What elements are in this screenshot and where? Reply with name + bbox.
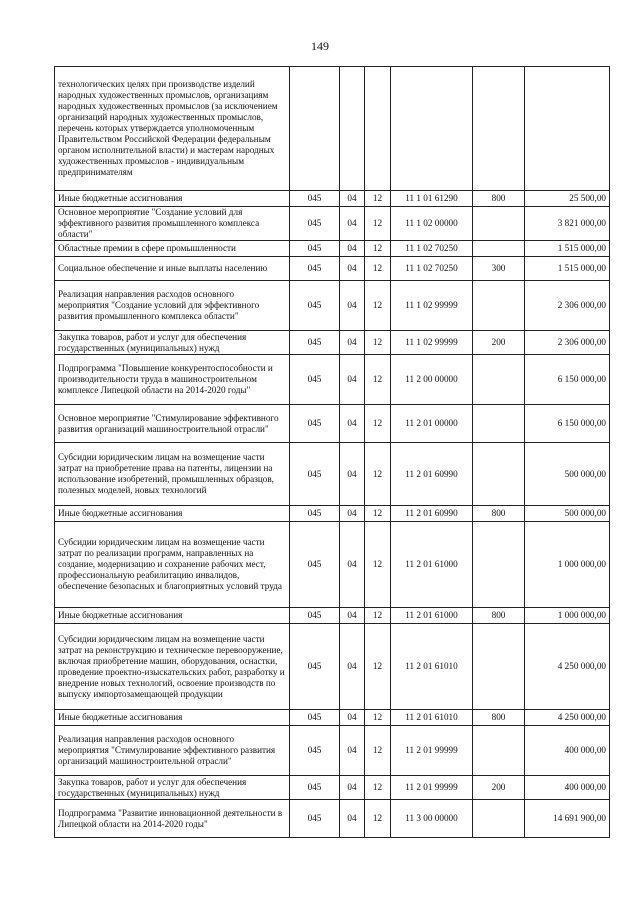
- amount-cell: [525, 67, 610, 191]
- expense-type-cell: [473, 624, 525, 710]
- subsection-code-cell: 12: [365, 800, 391, 838]
- target-article-cell: 11 2 01 61010: [391, 624, 473, 710]
- table-row: [55, 405, 610, 443]
- department-code-cell: 045: [290, 776, 340, 800]
- subsection-code-cell: 12: [365, 257, 391, 281]
- table-row: [55, 281, 610, 331]
- item-name-cell: Субсидии юридическим лицам на возмещение части затрат на приобретение права на патенты, лицензии на использование изобретений, промышленных образцов, полезных моделей, новых технологий: [55, 443, 290, 506]
- table-row: [55, 257, 610, 281]
- expense-type-cell: 800: [473, 608, 525, 624]
- amount-cell: 6 150 000,00: [525, 405, 610, 443]
- item-name-cell: Основное мероприятие "Стимулирование эффективного развития организаций машиностроительной отрасли": [55, 405, 290, 443]
- department-code-cell: 045: [290, 191, 340, 207]
- amount-cell: 1 000 000,00: [525, 608, 610, 624]
- section-code-cell: 04: [340, 800, 365, 838]
- subsection-code-cell: 12: [365, 241, 391, 257]
- expense-type-cell: 800: [473, 506, 525, 522]
- table-row: [55, 800, 610, 838]
- subsection-code-cell: 12: [365, 405, 391, 443]
- target-article-cell: 11 1 01 61290: [391, 191, 473, 207]
- expense-type-cell: [473, 522, 525, 608]
- section-code-cell: 04: [340, 776, 365, 800]
- section-code-cell: 04: [340, 241, 365, 257]
- department-code-cell: 045: [290, 443, 340, 506]
- item-name-cell: технологических целях при производстве изделий народных художественных промыслов, организациям народных художественных промыслов (за исключением организаций народных художественных промыслов, перечень которых утверждается уполномоченным Правительством Российской Федерации федеральным органом исполнительной власти) и мастерам народных художественных промыслов - индивидуальным предпринимателям: [55, 67, 290, 191]
- expense-type-cell: [473, 67, 525, 191]
- item-name-cell: Подпрограмма "Повышение конкурентоспособности и производительности труда в машиностроительном комплексе Липецкой области на 2014-2020 годы": [55, 355, 290, 405]
- section-code-cell: 04: [340, 522, 365, 608]
- section-code-cell: 04: [340, 257, 365, 281]
- target-article-cell: [391, 67, 473, 191]
- amount-cell: 500 000,00: [525, 443, 610, 506]
- table-row: [55, 624, 610, 710]
- table-row: [55, 67, 610, 191]
- department-code-cell: 045: [290, 726, 340, 776]
- section-code-cell: 04: [340, 331, 365, 355]
- table-row: [55, 522, 610, 608]
- amount-cell: 400 000,00: [525, 726, 610, 776]
- target-article-cell: 11 3 00 00000: [391, 800, 473, 838]
- subsection-code-cell: 12: [365, 710, 391, 726]
- department-code-cell: 045: [290, 608, 340, 624]
- item-name-cell: Закупка товаров, работ и услуг для обеспечения государственных (муниципальных) нужд: [55, 331, 290, 355]
- target-article-cell: 11 1 02 70250: [391, 241, 473, 257]
- expense-type-cell: [473, 241, 525, 257]
- amount-cell: 1 515 000,00: [525, 257, 610, 281]
- section-code-cell: 04: [340, 608, 365, 624]
- target-article-cell: 11 2 00 00000: [391, 355, 473, 405]
- amount-cell: 2 306 000,00: [525, 281, 610, 331]
- subsection-code-cell: 12: [365, 608, 391, 624]
- table-row: [55, 506, 610, 522]
- amount-cell: 4 250 000,00: [525, 624, 610, 710]
- section-code-cell: 04: [340, 710, 365, 726]
- section-code-cell: 04: [340, 191, 365, 207]
- expense-type-cell: [473, 405, 525, 443]
- subsection-code-cell: 12: [365, 726, 391, 776]
- item-name-cell: Иные бюджетные ассигнования: [55, 191, 290, 207]
- table-row: [55, 776, 610, 800]
- subsection-code-cell: 12: [365, 191, 391, 207]
- department-code-cell: 045: [290, 207, 340, 241]
- section-code-cell: 04: [340, 405, 365, 443]
- subsection-code-cell: 12: [365, 506, 391, 522]
- amount-cell: 3 821 000,00: [525, 207, 610, 241]
- expense-type-cell: 800: [473, 710, 525, 726]
- item-name-cell: Субсидии юридическим лицам на возмещение части затрат по реализации программ, направленных на создание, модернизацию и сохранение рабочих мест, профессиональную реабилитацию инвалидов, обеспечение безопасных и благоприятных условий труда: [55, 522, 290, 608]
- subsection-code-cell: 12: [365, 776, 391, 800]
- department-code-cell: 045: [290, 241, 340, 257]
- subsection-code-cell: 12: [365, 355, 391, 405]
- item-name-cell: Основное мероприятие "Создание условий для эффективного развития промышленного комплекса области": [55, 207, 290, 241]
- table-row: [55, 191, 610, 207]
- item-name-cell: Реализация направления расходов основного мероприятия "Стимулирование эффективного развития организаций машиностроительной отрасли": [55, 726, 290, 776]
- item-name-cell: Подпрограмма "Развитие инновационной деятельности в Липецкой области на 2014-2020 годы": [55, 800, 290, 838]
- section-code-cell: 04: [340, 443, 365, 506]
- amount-cell: 14 691 900,00: [525, 800, 610, 838]
- target-article-cell: 11 2 01 61000: [391, 608, 473, 624]
- amount-cell: 2 306 000,00: [525, 331, 610, 355]
- budget-table: [54, 66, 610, 838]
- department-code-cell: 045: [290, 281, 340, 331]
- expense-type-cell: [473, 207, 525, 241]
- target-article-cell: 11 2 01 60990: [391, 506, 473, 522]
- table-row: [55, 443, 610, 506]
- target-article-cell: 11 1 02 99999: [391, 331, 473, 355]
- section-code-cell: 04: [340, 207, 365, 241]
- item-name-cell: Социальное обеспечение и иные выплаты населению: [55, 257, 290, 281]
- department-code-cell: [290, 67, 340, 191]
- table-row: [55, 710, 610, 726]
- item-name-cell: Иные бюджетные ассигнования: [55, 506, 290, 522]
- subsection-code-cell: 12: [365, 443, 391, 506]
- expense-type-cell: 200: [473, 776, 525, 800]
- target-article-cell: 11 2 01 99999: [391, 776, 473, 800]
- item-name-cell: Субсидии юридическим лицам на возмещение части затрат на реконструкцию и техническое перевооружение, включая приобретение машин, оборудования, оснастки, проведение проектно-изыскательских работ, разработку и внедрение новых технологий, освоение производств по выпуску импортозамещающей продукции: [55, 624, 290, 710]
- department-code-cell: 045: [290, 506, 340, 522]
- department-code-cell: 045: [290, 405, 340, 443]
- section-code-cell: 04: [340, 281, 365, 331]
- item-name-cell: Закупка товаров, работ и услуг для обеспечения государственных (муниципальных) нужд: [55, 776, 290, 800]
- section-code-cell: [340, 67, 365, 191]
- amount-cell: 1 515 000,00: [525, 241, 610, 257]
- target-article-cell: 11 1 02 70250: [391, 257, 473, 281]
- expense-type-cell: 800: [473, 191, 525, 207]
- table-row: [55, 608, 610, 624]
- section-code-cell: 04: [340, 624, 365, 710]
- expense-type-cell: [473, 281, 525, 331]
- department-code-cell: 045: [290, 355, 340, 405]
- section-code-cell: 04: [340, 355, 365, 405]
- section-code-cell: 04: [340, 506, 365, 522]
- subsection-code-cell: 12: [365, 624, 391, 710]
- item-name-cell: Иные бюджетные ассигнования: [55, 710, 290, 726]
- table-row: [55, 726, 610, 776]
- subsection-code-cell: 12: [365, 522, 391, 608]
- expense-type-cell: 200: [473, 331, 525, 355]
- subsection-code-cell: 12: [365, 281, 391, 331]
- expense-type-cell: [473, 443, 525, 506]
- target-article-cell: 11 1 02 99999: [391, 281, 473, 331]
- target-article-cell: 11 2 01 61000: [391, 522, 473, 608]
- target-article-cell: 11 2 01 61010: [391, 710, 473, 726]
- page-number: 149: [311, 39, 329, 53]
- department-code-cell: 045: [290, 522, 340, 608]
- department-code-cell: 045: [290, 710, 340, 726]
- expense-type-cell: [473, 726, 525, 776]
- amount-cell: 6 150 000,00: [525, 355, 610, 405]
- amount-cell: 400 000,00: [525, 776, 610, 800]
- target-article-cell: 11 1 02 00000: [391, 207, 473, 241]
- table-row: [55, 331, 610, 355]
- table-row: [55, 355, 610, 405]
- subsection-code-cell: 12: [365, 207, 391, 241]
- department-code-cell: 045: [290, 800, 340, 838]
- target-article-cell: 11 2 01 99999: [391, 726, 473, 776]
- section-code-cell: 04: [340, 726, 365, 776]
- table-row: [55, 241, 610, 257]
- department-code-cell: 045: [290, 257, 340, 281]
- amount-cell: 25 500,00: [525, 191, 610, 207]
- item-name-cell: Реализация направления расходов основного мероприятия "Создание условий для эффективного развития промышленного комплекса области": [55, 281, 290, 331]
- subsection-code-cell: 12: [365, 331, 391, 355]
- target-article-cell: 11 2 01 00000: [391, 405, 473, 443]
- expense-type-cell: [473, 355, 525, 405]
- department-code-cell: 045: [290, 624, 340, 710]
- item-name-cell: Областные премии в сфере промышленности: [55, 241, 290, 257]
- department-code-cell: 045: [290, 331, 340, 355]
- table-row: [55, 207, 610, 241]
- amount-cell: 500 000,00: [525, 506, 610, 522]
- amount-cell: 1 000 000,00: [525, 522, 610, 608]
- subsection-code-cell: [365, 67, 391, 191]
- expense-type-cell: 300: [473, 257, 525, 281]
- amount-cell: 4 250 000,00: [525, 710, 610, 726]
- expense-type-cell: [473, 800, 525, 838]
- target-article-cell: 11 2 01 60990: [391, 443, 473, 506]
- item-name-cell: Иные бюджетные ассигнования: [55, 608, 290, 624]
